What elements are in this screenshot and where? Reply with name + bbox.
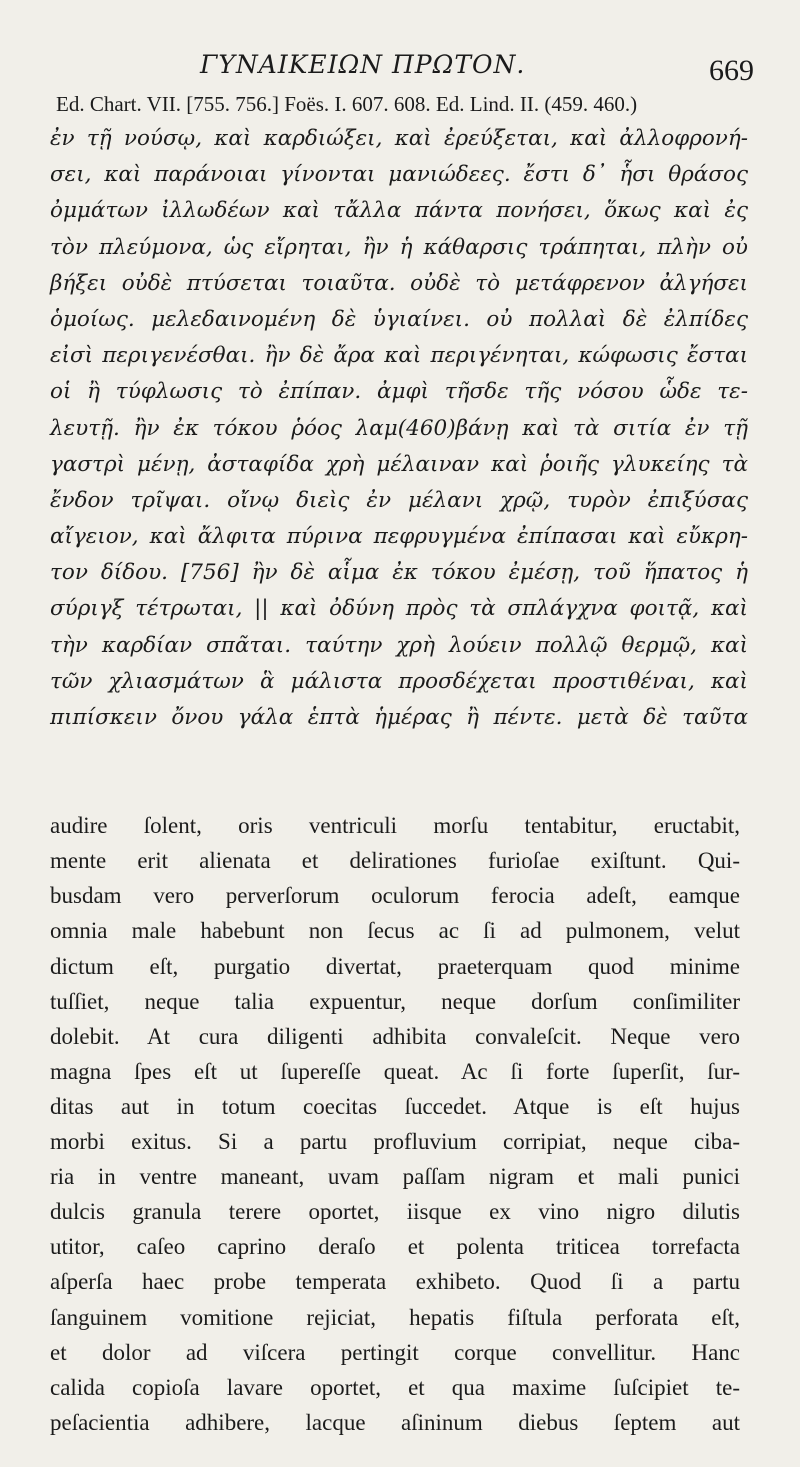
greek-line: ἐν τῇ νούσῳ, καὶ καρδιώξει, καὶ ἐρεύξεται, καὶ ἀλλοφρονή- xyxy=(50,126,748,151)
latin-line: tuſſiet, neque talia expuentur, neque dorſum conſimiliter xyxy=(50,988,740,1014)
latin-line: dulcis granula terere oportet, iisque ex vino nigro dilutis xyxy=(50,1199,740,1225)
latin-line: dictum eſt, purgatio divertat, praeterquam quod minime xyxy=(50,953,740,979)
latin-line: mente erit alienata et delirationes furioſae exiſtunt. Qui- xyxy=(50,848,740,874)
running-title: ΓΥΝΑΙΚΕΙΩΝ ΠΡΩΤΟΝ. xyxy=(200,50,526,79)
latin-line: ditas aut in totum coecitas ſuccedet. Atque is eſt hujus xyxy=(50,1093,740,1119)
greek-text-block xyxy=(50,121,760,736)
page-number: 669 xyxy=(709,54,754,87)
latin-line: morbi exitus. Si a partu profluvium corripiat, neque ciba- xyxy=(50,1129,740,1155)
greek-line: πιπίσκειν ὄνου γάλα ἑπτὰ ἡμέρας ἢ πέντε. μετὰ δὲ ταῦτα xyxy=(50,705,748,730)
greek-line: αἴγειον, καὶ ἄλφιτα πύρινα πεφρυγμένα ἐπίπασαι καὶ εὔκρη- xyxy=(50,524,748,550)
latin-line: utitor, caſeo caprino deraſo et polenta triticea torrefacta xyxy=(50,1234,740,1260)
latin-text-block xyxy=(50,808,760,1440)
latin-line: audire ſolent, oris ventriculi morſu tentabitur, eructabit, xyxy=(50,813,740,839)
latin-line: omnia male habebunt non ſecus ac ſi ad pulmonem, velut xyxy=(50,918,740,944)
greek-line: σύριγξ τέτρωται, || καὶ ὀδύνη πρὸς τὰ σπλάγχνα φοιτᾷ, καὶ xyxy=(50,596,748,622)
latin-line: ſanguinem vomitione rejiciat, hepatis fiſtula perforata eſt, xyxy=(50,1304,740,1330)
greek-line: τὴν καρδίαν σπᾶται. ταύτην χρὴ λούειν πολλῷ θερμῷ, καὶ xyxy=(50,632,748,658)
edition-reference-line: Ed. Chart. VII. [755. 756.] Foës. I. 607. 608. Ed. Lind. II. (459. 460.) xyxy=(56,92,638,116)
greek-line: ἔνδον τρῖψαι. οἴνῳ διεὶς ἐν μέλανι χρῷ, τυρὸν ἐπιξύσας xyxy=(50,487,748,513)
greek-line: τον δίδου. [756] ἢν δὲ αἷμα ἐκ τόκου ἐμέσῃ, τοῦ ἥπατος ἡ xyxy=(50,560,748,586)
latin-line: magna ſpes eſt ut ſupereſſe queat. Ac ſi forte ſuperſit, ſur- xyxy=(50,1058,740,1084)
latin-line: calida copioſa lavare oportet, et qua maxime ſuſcipiet te- xyxy=(50,1374,740,1400)
greek-line: οἱ ἢ τύφλωσις τὸ ἐπίπαν. ἀμφὶ τῆσδε τῆς νόσου ὧδε τε- xyxy=(50,379,748,405)
latin-line: ria in ventre maneant, uvam paſſam nigram et mali punici xyxy=(50,1164,740,1190)
greek-line: ὁμοίως. μελεδαινομένη δὲ ὑγιαίνει. οὐ πολλαὶ δὲ ἐλπίδες xyxy=(50,306,748,332)
latin-line: dolebit. At cura diligenti adhibita convaleſcit. Neque vero xyxy=(50,1023,740,1049)
latin-line: busdam vero perverſorum oculorum ferocia adeſt, eamque xyxy=(50,883,740,909)
greek-line: ὀμμάτων ἰλλωδέων καὶ τἄλλα πάντα πονήσει, ὅκως καὶ ἐς xyxy=(50,198,748,224)
latin-line: aſperſa haec probe temperata exhibeto. Quod ſi a partu xyxy=(50,1269,740,1295)
greek-line: τὸν πλεύμονα, ὡς εἴρηται, ἢν ἡ κάθαρσις τράπηται, πλὴν οὐ xyxy=(50,234,748,260)
greek-line: λευτῇ. ἢν ἐκ τόκου ῥόος λαμ(460)βάνῃ καὶ τὰ σιτία ἐν τῇ xyxy=(50,415,748,441)
greek-line: βήξει οὐδὲ πτύσεται τοιαῦτα. οὐδὲ τὸ μετάφρενον ἀλγήσει xyxy=(50,270,748,296)
latin-line: et dolor ad viſcera pertingit corque convellitur. Hanc xyxy=(50,1339,740,1365)
greek-line: εἰσὶ περιγενέσθαι. ἢν δὲ ἄρα καὶ περιγένηται, κώφωσις ἔσται xyxy=(50,343,748,369)
greek-line: τῶν χλιασμάτων ἃ μάλιστα προσδέχεται προστιθέναι, καὶ xyxy=(50,668,748,694)
running-head xyxy=(50,44,760,88)
greek-line: γαστρὶ μένῃ, ἀσταφίδα χρὴ μέλαιναν καὶ ῥοιῆς γλυκείης τὰ xyxy=(50,451,748,477)
greek-line: σει, καὶ παράνοιαι γίνονται μανιώδεες. ἔστι δ᾽ ἧσι θράσος xyxy=(50,162,748,188)
latin-line: peſacientia adhibere, lacque aſininum diebus ſeptem aut xyxy=(50,1409,740,1435)
